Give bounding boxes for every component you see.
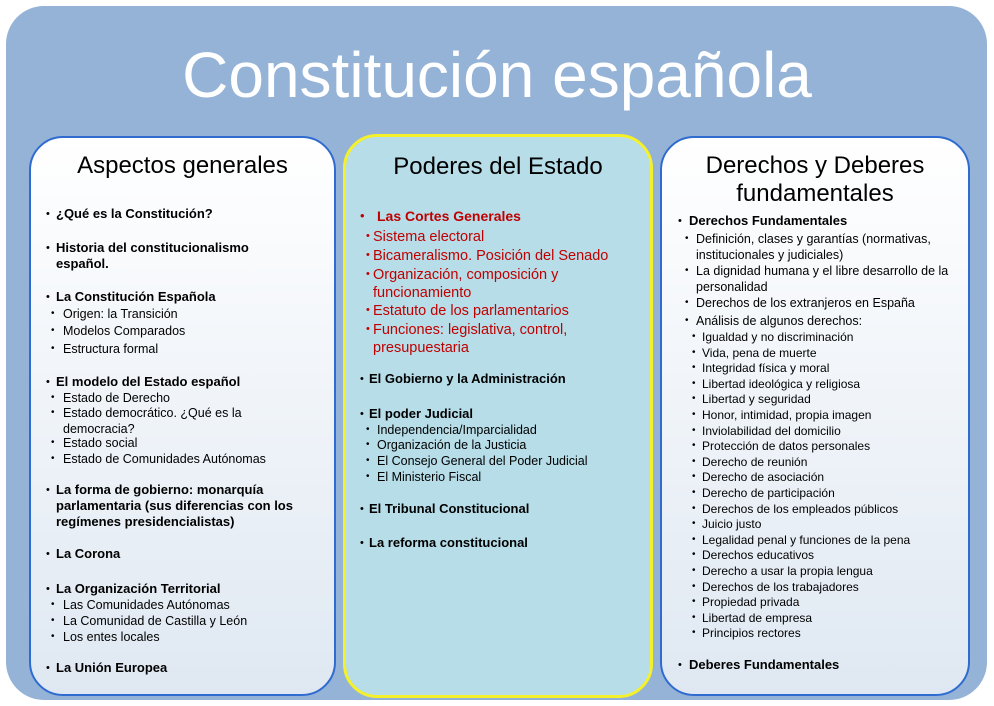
bullet-icon: • [360, 408, 364, 420]
bullet-icon: • [51, 407, 55, 418]
subsection-item: Derechos de los extranjeros en España [696, 296, 915, 310]
subsection-item: La Comunidad de Castilla y León [63, 614, 248, 628]
bullet-icon: • [692, 580, 696, 592]
bullet-icon: • [46, 548, 50, 560]
bullet-icon: • [366, 424, 370, 435]
section-title: Historia del constitucionalismo español. [56, 240, 249, 271]
bullet-icon: • [692, 565, 696, 576]
bullet-icon: • [46, 208, 50, 220]
section-title: El modelo del Estado español [56, 374, 241, 389]
subsection-item: Independencia/Imparcialidad [377, 423, 537, 437]
bullet-icon: • [692, 440, 696, 452]
right-item: Libertad de empresa [702, 610, 813, 625]
bullet-icon: • [51, 599, 55, 610]
right-item: Derechos de los empleados públicos [702, 501, 899, 516]
bullet-icon: • [692, 424, 696, 436]
bullet-icon: • [360, 537, 364, 549]
bullet-icon: • [366, 455, 370, 466]
subsection-item: Definición, clases y garantías (normativas, institucionales y judiciales) [696, 232, 931, 262]
bullet-icon: • [692, 502, 696, 514]
subsection-item: Funciones: legislativa, control, presupuestaria [373, 322, 568, 356]
main-title: Constitución española [182, 39, 812, 111]
bullet-icon: • [51, 615, 55, 626]
bullet-icon: • [692, 487, 696, 498]
right-item: Juicio justo [702, 517, 762, 532]
bullet-icon: • [366, 249, 370, 261]
right-item: Igualdad y no discriminación [702, 330, 854, 344]
bullet-icon: • [685, 265, 689, 276]
section-title: La reforma constitucional [369, 535, 528, 550]
right-item: Honor, intimidad, propia imagen [702, 408, 872, 422]
bullet-icon: • [692, 393, 696, 405]
bullet-icon: • [360, 208, 365, 223]
section-title: ¿Qué es la Constitución? [56, 206, 213, 221]
section-title: La Organización Territorial [56, 581, 221, 596]
subsection-item: Análisis de algunos derechos: [696, 314, 863, 328]
bullet-icon: • [51, 453, 55, 464]
bullet-icon: • [692, 331, 696, 342]
right-item: Libertad y seguridad [702, 392, 811, 407]
right-item: Derecho de participación [702, 486, 835, 500]
bullet-icon: • [366, 304, 370, 316]
bullet-icon: • [692, 533, 696, 545]
bullet-icon: • [366, 439, 370, 450]
bullet-icon: • [692, 409, 696, 420]
subsection-item: Modelos Comparados [63, 324, 186, 338]
subsection-item: Organización de la Justicia [377, 438, 527, 452]
subsection-item: El Ministerio Fiscal [377, 470, 482, 484]
subsection-item: Estado social [63, 436, 138, 450]
bullet-icon: • [685, 233, 689, 244]
subsection-item: Organización, composición y funcionamiento [373, 267, 559, 301]
right-item: Derechos de los trabajadores [702, 579, 859, 594]
right-item: Legalidad penal y funciones de la pena [702, 532, 911, 547]
bullet-icon: • [46, 376, 50, 388]
bullet-icon: • [366, 230, 370, 242]
bullet-icon: • [51, 437, 55, 448]
subsection-item: Los entes locales [63, 630, 160, 644]
subsection-item: Bicameralismo. Posición del Senado [373, 248, 609, 264]
bullet-icon: • [51, 308, 55, 319]
bullet-icon: • [692, 471, 696, 483]
section-title: La forma de gobierno: monarquía parlamentaria (sus diferencias con los regímenes presidencialistas) [56, 482, 293, 529]
right-item: Inviolabilidad del domicilio [702, 423, 841, 438]
bullet-icon: • [692, 377, 696, 389]
bullet-icon: • [685, 297, 689, 308]
subsection-item: Sistema electoral [373, 229, 485, 245]
right-item: Derechos educativos [702, 548, 815, 563]
right-item: Derecho de asociación [702, 470, 825, 485]
right-item: Derecho de reunión [702, 454, 808, 469]
bullet-icon: • [366, 268, 370, 280]
bullet-icon: • [692, 596, 696, 608]
subsection-item: La dignidad humana y el libre desarrollo de la personalidad [696, 264, 949, 294]
right-item: Integridad física y moral [702, 361, 830, 376]
right-item: Vida, pena de muerte [702, 345, 817, 360]
section-title: El Tribunal Constitucional [369, 501, 530, 516]
bullet-icon: • [692, 627, 696, 639]
bullet-icon: • [692, 518, 696, 530]
subsection-item: Estado de Comunidades Autónomas [63, 452, 266, 466]
bullet-icon: • [51, 392, 55, 403]
bullet-icon: • [46, 291, 50, 303]
section-title: El Gobierno y la Administración [369, 371, 566, 386]
bullet-icon: • [366, 471, 370, 482]
bullet-icon: • [692, 346, 696, 358]
bullet-icon: • [366, 323, 370, 335]
section-title: Deberes Fundamentales [689, 657, 840, 672]
bullet-icon: • [360, 373, 364, 385]
subsection-item: Origen: la Transición [63, 307, 178, 321]
bullet-icon: • [685, 315, 689, 326]
bullet-icon: • [678, 215, 682, 227]
bullet-icon: • [360, 503, 364, 515]
subsection-item: Estructura formal [63, 342, 159, 356]
subsection-item: El Consejo General del Poder Judicial [377, 454, 588, 468]
section-title: El poder Judicial [369, 406, 474, 421]
right-item: Libertad ideológica y religiosa [702, 376, 861, 391]
bullet-icon: • [46, 242, 50, 254]
bullet-icon: • [46, 484, 50, 496]
subsection-item: Estado de Derecho [63, 391, 171, 405]
section-title: La Corona [56, 546, 121, 561]
right-item: Protección de datos personales [702, 439, 871, 454]
right-item: Derecho a usar la propia lengua [702, 564, 873, 578]
bullet-icon: • [51, 325, 55, 336]
panel-heading: Derechos y Deberes fundamentales [705, 152, 925, 207]
bullet-icon: • [678, 659, 682, 671]
bullet-icon: • [51, 343, 55, 354]
section-title: Derechos Fundamentales [689, 213, 848, 228]
panel-heading: Aspectos generales [77, 152, 288, 179]
section-title: Las Cortes Generales [377, 208, 521, 224]
right-item: Propiedad privada [702, 595, 800, 610]
bullet-icon: • [46, 583, 50, 595]
panel-heading: Poderes del Estado [393, 153, 603, 180]
bullet-icon: • [692, 549, 696, 561]
bullet-icon: • [692, 455, 696, 467]
subsection-item: Las Comunidades Autónomas [63, 598, 230, 612]
section-title: La Constitución Española [56, 289, 216, 304]
bullet-icon: • [692, 611, 696, 623]
subsection-item: Estatuto de los parlamentarios [373, 303, 569, 319]
right-item: Principios rectores [702, 626, 801, 641]
bullet-icon: • [51, 631, 55, 642]
subsection-item: Estado democrático. ¿Qué es la democracia? [63, 406, 242, 436]
section-title: La Unión Europea [56, 660, 168, 675]
bullet-icon: • [46, 662, 50, 674]
bullet-icon: • [692, 362, 696, 374]
